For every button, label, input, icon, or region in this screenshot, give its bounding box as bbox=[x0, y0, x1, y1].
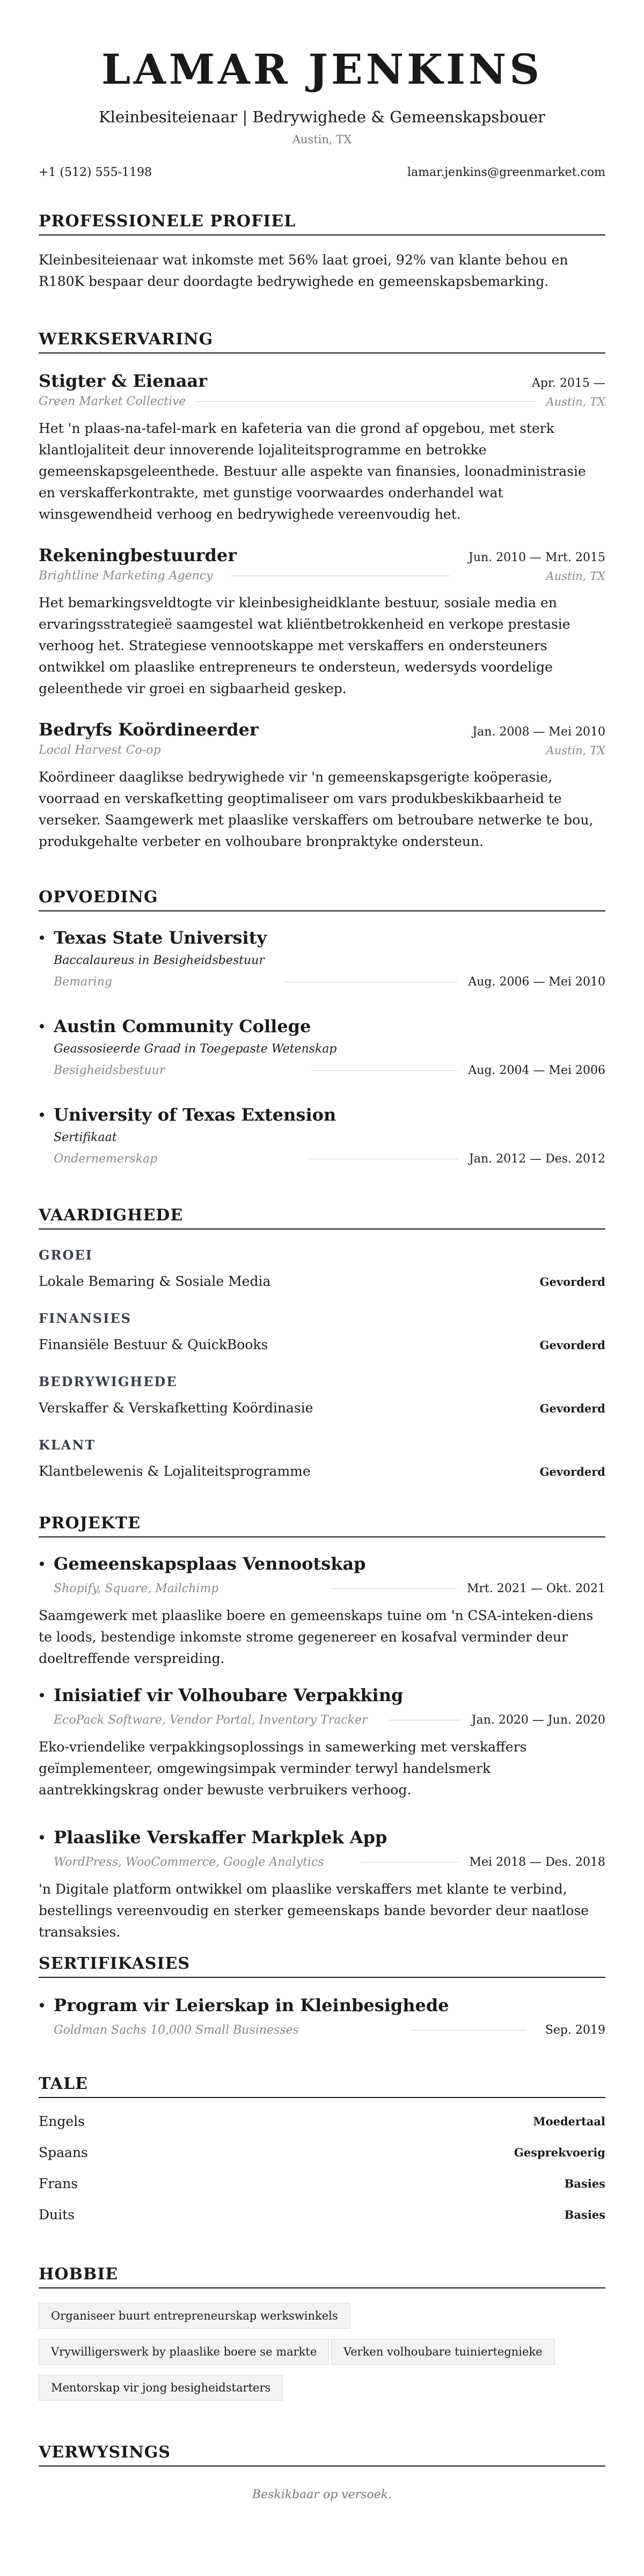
hobby-tag: Vrywilligerswerk by plaaslike boere se markte bbox=[39, 2339, 329, 2365]
project-tech: WordPress, WooCommerce, Google Analytics bbox=[54, 1856, 324, 1869]
job-title: Bedryfs Koördineerder bbox=[39, 719, 259, 740]
bullet-icon bbox=[40, 1835, 44, 1839]
bullet-icon bbox=[40, 936, 44, 940]
divider bbox=[331, 1588, 456, 1589]
education-date: Jan. 2012 — Des. 2012 bbox=[469, 1152, 606, 1166]
experience-section bbox=[39, 330, 605, 354]
education-date: Aug. 2006 — Mei 2010 bbox=[468, 975, 606, 989]
bullet-icon bbox=[40, 1562, 44, 1566]
skill-group bbox=[39, 1311, 605, 1353]
job-description: Koördineer daaglikse bedrywighede vir 'n gemeenskapsgerigte koöperasie, voorraad en verskafketting geoptimaliseer om vars produkbeskikbaarheid te verseker. Saamgewerk met plaaslike verskaffers om betroubare netwerke te bou, produkgehalte verbeter en volhoubare bronpraktyke ondersteun. bbox=[39, 769, 594, 849]
education-section bbox=[39, 888, 605, 911]
job-title: Stigter & Eienaar bbox=[39, 371, 208, 391]
section-heading: SERTIFIKASIES bbox=[39, 1954, 605, 1978]
languages-section bbox=[39, 2074, 605, 2098]
hobby-tag: Mentorskap vir jong besigheidstarters bbox=[39, 2375, 283, 2401]
divider bbox=[196, 401, 535, 402]
degree: Baccalaureus in Besigheidsbestuur bbox=[54, 954, 265, 967]
job-date: Apr. 2015 — bbox=[531, 377, 605, 390]
degree: Geassosieerde Graad in Toegepaste Wetenskap bbox=[54, 1042, 337, 1056]
project-entry bbox=[39, 1684, 605, 1801]
bullet-icon bbox=[40, 2003, 44, 2007]
bullet-icon bbox=[40, 1113, 44, 1117]
profile-text: Kleinbesiteienaar wat inkomste met 56% laat groei, 92% van klante behou en R180K bespaar deur doordagte bedrywighede en gemeenskapsbemarking. bbox=[39, 252, 568, 289]
project-date: Mrt. 2021 — Okt. 2021 bbox=[466, 1582, 605, 1595]
certification-date: Sep. 2019 bbox=[545, 2023, 605, 2037]
skill-category: GROEI bbox=[39, 1247, 93, 1263]
skill-group bbox=[39, 1247, 605, 1290]
skill-level: Gevorderd bbox=[539, 1338, 605, 1352]
school-name: Texas State University bbox=[54, 928, 267, 948]
job-company: Brightline Marketing Agency bbox=[39, 569, 213, 583]
project-date: Jan. 2020 — Jun. 2020 bbox=[471, 1713, 605, 1727]
projects-section bbox=[39, 1514, 605, 1537]
section-heading: PROJEKTE bbox=[39, 1514, 605, 1537]
certification-issuer: Goldman Sachs 10,000 Small Businesses bbox=[54, 2023, 299, 2037]
hobbies-section bbox=[39, 2265, 605, 2288]
section-heading: VAARDIGHEDE bbox=[39, 1206, 605, 1230]
field-of-study: Ondernemerskap bbox=[54, 1152, 158, 1166]
job-date: Jan. 2008 — Mei 2010 bbox=[472, 725, 605, 739]
job-company: Green Market Collective bbox=[39, 395, 186, 408]
language-level: Basies bbox=[564, 2208, 605, 2221]
skills-section bbox=[39, 1206, 605, 1230]
education-entry bbox=[39, 1015, 605, 1077]
project-description: 'n Digitale platform ontwikkel om plaaslike verskaffers met klante te verbind, bestellings vereenvoudig en sterker gemeenskaps bande bevorder deur naatlose transaksies. bbox=[39, 1881, 589, 1940]
skill-group bbox=[39, 1437, 605, 1480]
section-heading: TALE bbox=[39, 2074, 605, 2098]
job-title: Rekeningbestuurder bbox=[39, 545, 237, 565]
candidate-name: LAMAR JENKINS bbox=[101, 46, 543, 94]
skill-name: Verskaffer & Verskafketting Koördinasie bbox=[39, 1400, 313, 1416]
job-location: Austin, TX bbox=[546, 569, 605, 583]
language-name: Engels bbox=[39, 2114, 85, 2129]
job-location: Austin, TX bbox=[546, 395, 605, 408]
degree: Sertifikaat bbox=[54, 1131, 117, 1144]
education-entry bbox=[39, 1104, 605, 1166]
references-text: Beskikbaar op versoek. bbox=[252, 2488, 392, 2501]
certifications-section bbox=[39, 1954, 605, 1978]
language-level: Moedertaal bbox=[533, 2115, 605, 2128]
profile-section bbox=[39, 212, 605, 235]
phone-number[interactable]: +1 (512) 555-1198 bbox=[39, 166, 152, 179]
section-heading: VERWYSINGS bbox=[39, 2443, 605, 2467]
job-date: Jun. 2010 — Mrt. 2015 bbox=[469, 551, 605, 564]
project-description: Saamgewerk met plaaslike boere en gemeenskaps tuine om 'n CSA-inteken-diens te loods, bestendige inkomste strome gegenereer en kosafval verminder deur doeltreffende verspreiding. bbox=[39, 1608, 594, 1666]
job-entry bbox=[39, 370, 605, 525]
education-entry bbox=[39, 927, 605, 989]
section-heading: HOBBIE bbox=[39, 2265, 605, 2288]
certification-entry bbox=[39, 1994, 605, 2037]
candidate-title: Kleinbesiteienaar | Bedrywighede & Gemeenskapsbouer bbox=[98, 108, 546, 126]
language-row bbox=[39, 2145, 605, 2160]
skill-category: FINANSIES bbox=[39, 1311, 131, 1326]
skill-category: BEDRYWIGHEDE bbox=[39, 1374, 178, 1389]
language-level: Basies bbox=[564, 2177, 605, 2190]
language-level: Gesprekvoerig bbox=[514, 2146, 605, 2159]
language-name: Frans bbox=[39, 2176, 78, 2191]
project-tech: EcoPack Software, Vendor Portal, Inventory Tracker bbox=[54, 1713, 368, 1727]
divider bbox=[361, 1862, 458, 1863]
project-entry bbox=[39, 1553, 605, 1669]
skill-level: Gevorderd bbox=[539, 1401, 605, 1415]
candidate-location: Austin, TX bbox=[292, 133, 352, 146]
project-date: Mei 2018 — Des. 2018 bbox=[469, 1856, 605, 1869]
certification-title: Program vir Leierskap in Kleinbesighede bbox=[54, 1995, 449, 2015]
language-name: Duits bbox=[39, 2207, 75, 2222]
references-section bbox=[39, 2443, 605, 2467]
project-description: Eko-vriendelike verpakkingsoplossings in samewerking met verskaffers geïmplementeer, omgewingsimpak verminder terwyl handelsmerk aantrekkingskrag onder bewuste verbruikers verhoog. bbox=[39, 1739, 527, 1798]
skill-name: Lokale Bemaring & Sosiale Media bbox=[39, 1274, 271, 1289]
skill-category: KLANT bbox=[39, 1437, 96, 1453]
bullet-icon bbox=[40, 1693, 44, 1697]
job-location: Austin, TX bbox=[546, 744, 605, 757]
bullet-icon bbox=[40, 1024, 44, 1028]
language-row bbox=[39, 2207, 605, 2222]
section-heading: OPVOEDING bbox=[39, 888, 605, 911]
project-title: Plaaslike Verskaffer Markplek App bbox=[54, 1827, 387, 1848]
project-entry bbox=[39, 1827, 605, 1943]
job-description: Het bemarkingsveldtogte vir kleinbesigheidklante bestuur, sosiale media en ervaringsstrategieë saamgestel wat kliëntbetrokkenheid en verkope prestasie verhoog het. Strategiese vennootskappe met verskaffers en ondersteuners ontwikkel om plaaslike entrepreneurs te ondersteun, wedersyds voordelige geleenthede vir groei en sigbaarheid geskep. bbox=[39, 595, 570, 696]
school-name: University of Texas Extension bbox=[54, 1105, 336, 1125]
skill-name: Klantbelewenis & Lojaliteitsprogramme bbox=[39, 1463, 311, 1479]
language-row bbox=[39, 2176, 605, 2191]
language-row bbox=[39, 2114, 605, 2129]
school-name: Austin Community College bbox=[54, 1016, 311, 1036]
skill-group bbox=[39, 1374, 605, 1417]
project-tech: Shopify, Square, Mailchimp bbox=[54, 1582, 219, 1595]
skill-level: Gevorderd bbox=[539, 1464, 605, 1478]
hobby-tag: Organiseer buurt entrepreneurskap werkswinkels bbox=[39, 2303, 350, 2329]
language-name: Spaans bbox=[39, 2145, 88, 2160]
section-heading: PROFESSIONELE PROFIEL bbox=[39, 212, 605, 235]
divider bbox=[311, 1070, 458, 1071]
email-address[interactable]: lamar.jenkins@greenmarket.com bbox=[407, 166, 605, 179]
section-heading: WERKSERVARING bbox=[39, 330, 605, 354]
field-of-study: Bemaring bbox=[54, 975, 112, 989]
hobby-tag: Verken volhoubare tuiniertegnieke bbox=[331, 2339, 555, 2365]
project-title: Inisiatief vir Volhoubare Verpakking bbox=[54, 1685, 404, 1705]
job-company: Local Harvest Co-op bbox=[39, 744, 161, 757]
field-of-study: Besigheidsbestuur bbox=[54, 1064, 165, 1077]
job-description: Het 'n plaas-na-tafel-mark en kafeteria van die grond af opgebou, met sterk klantlojaliteit deur innoverende lojaliteitsprogramme en betrokke gemeenskapsgeleenthede. Bestuur alle aspekte van finansies, loonadministrasie en verskafferkontrakte, met gunstige voorwaardes onderhandel wat winsgewendheid verhoog en bedrywighede vereenvoudig het. bbox=[39, 421, 586, 522]
job-entry bbox=[39, 544, 605, 700]
skill-level: Gevorderd bbox=[539, 1275, 605, 1289]
education-date: Aug. 2004 — Mei 2006 bbox=[468, 1064, 606, 1077]
skill-name: Finansiële Bestuur & QuickBooks bbox=[39, 1337, 268, 1352]
project-title: Gemeenskapsplaas Vennootskap bbox=[54, 1554, 366, 1574]
job-entry bbox=[39, 719, 605, 852]
